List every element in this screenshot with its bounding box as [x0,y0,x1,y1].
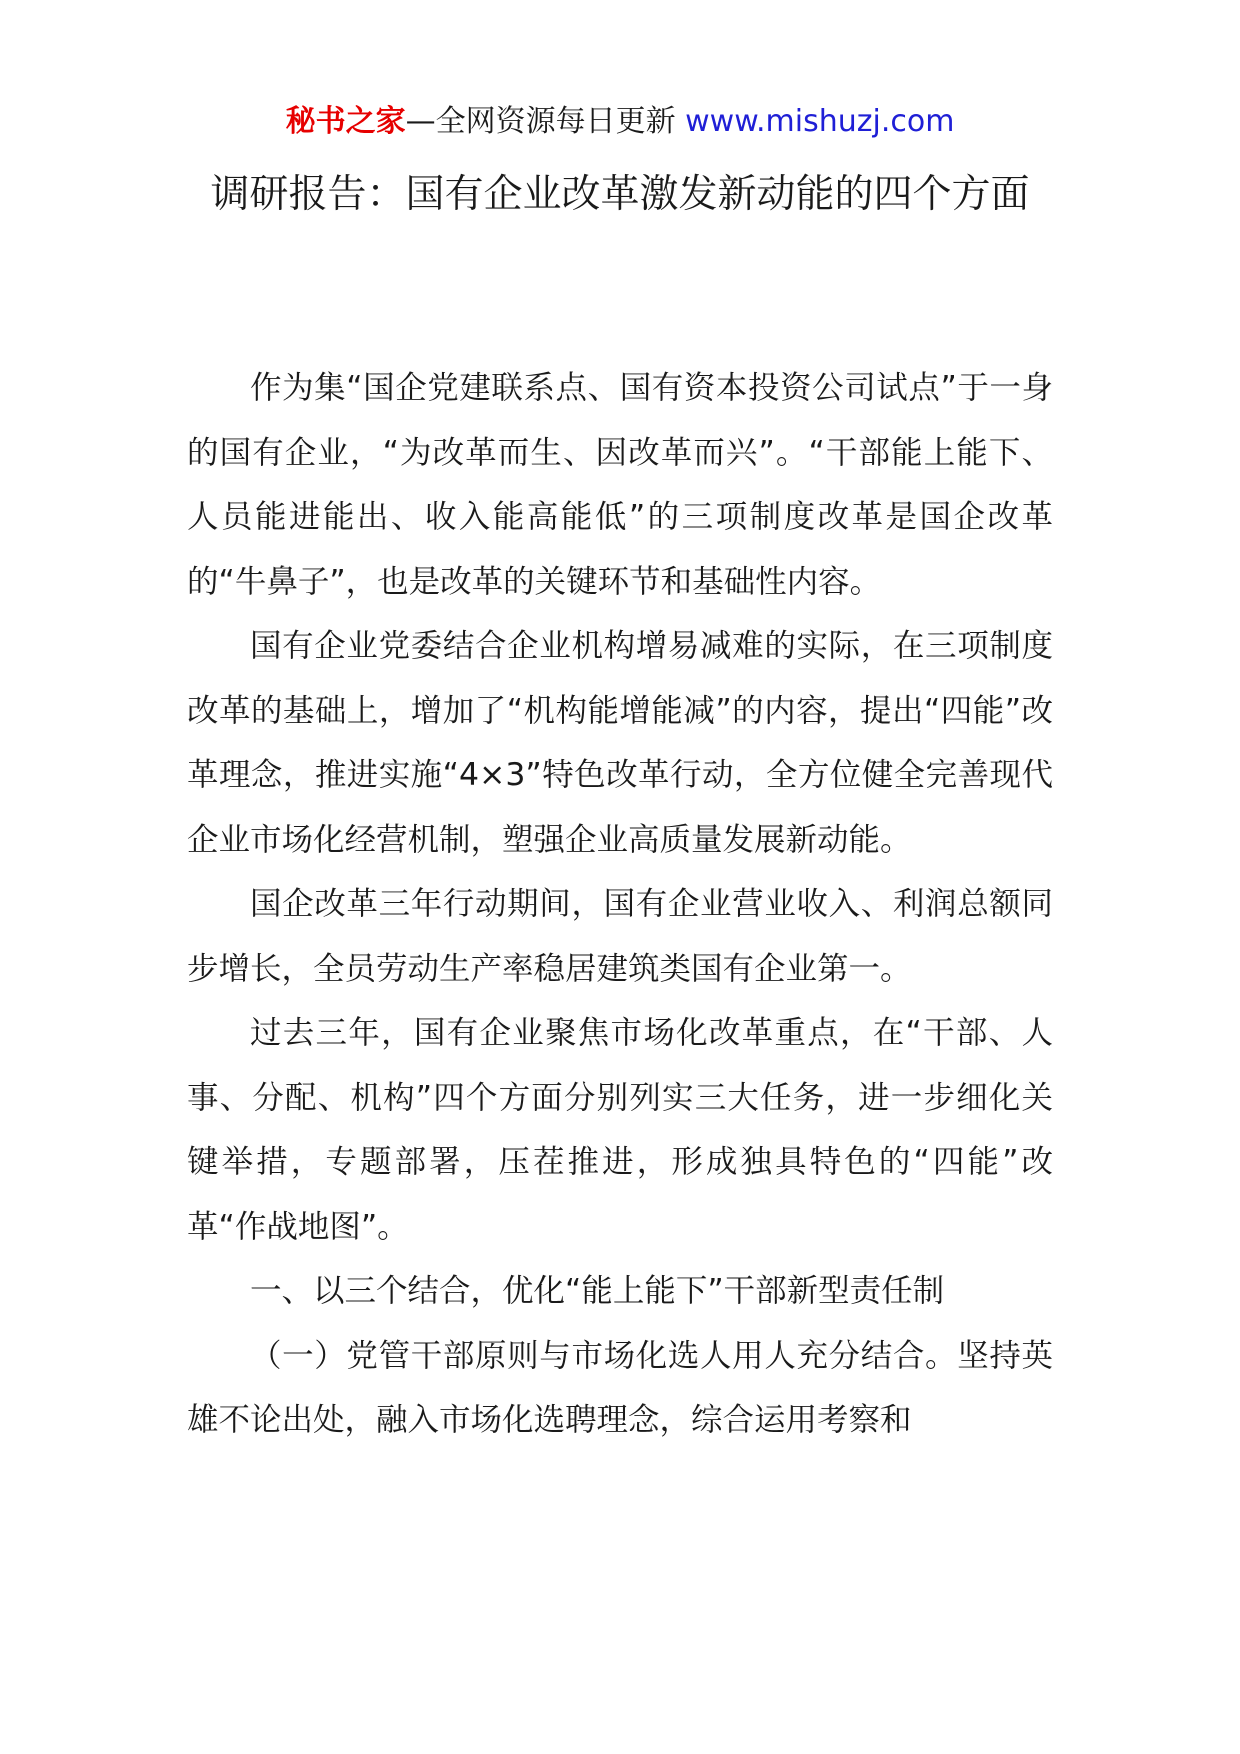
section-heading-1: 一、以三个结合，优化“能上能下”干部新型责任制 [250,1273,945,1309]
paragraph-intro: 作为集“国企党建联系点、国有资本投资公司试点”于一身的国有企业，“为改革而生、因改革而兴”。“干部能上能下、人员能进能出、收入能高能低”的三项制度改革是国企改革的“牛鼻子”，也是改革的关键环节和基础性内容。 [187,370,1053,600]
document-title: 调研报告：国有企业改革激发新动能的四个方面 [210,172,1030,217]
paragraph-battle-map: 过去三年，国有企业聚焦市场化改革重点，在“干部、人事、分配、机构”四个方面分别列实三大任务，进一步细化关键举措，专题部署，压茬推进，形成独具特色的“四能”改革“作战地图”。 [187,1015,1053,1245]
paragraph-subsection-1: （一）党管干部原则与市场化选人用人充分结合。坚持英雄不论出处，融入市场化选聘理念，综合运用考察和 [187,1337,1053,1438]
document-body [187,356,1053,1453]
site-url-link[interactable]: www.mishuzj.com [685,104,955,139]
brand-name: 秘书之家 [285,104,406,139]
paragraph-reform-concept: 国有企业党委结合企业机构增易减难的实际，在三项制度改革的基础上，增加了“机构能增能减”的内容，提出“四能”改革理念，推进实施“4×3”特色改革行动，全方位健全完善现代企业市场化经营机制，塑强企业高质量发展新动能。 [187,628,1053,858]
site-banner [0,100,1240,144]
paragraph-results: 国企改革三年行动期间，国有企业营业收入、利润总额同步增长，全员劳动生产率稳居建筑类国有企业第一。 [187,886,1053,987]
brand-slogan: —全网资源每日更新 [405,104,676,139]
